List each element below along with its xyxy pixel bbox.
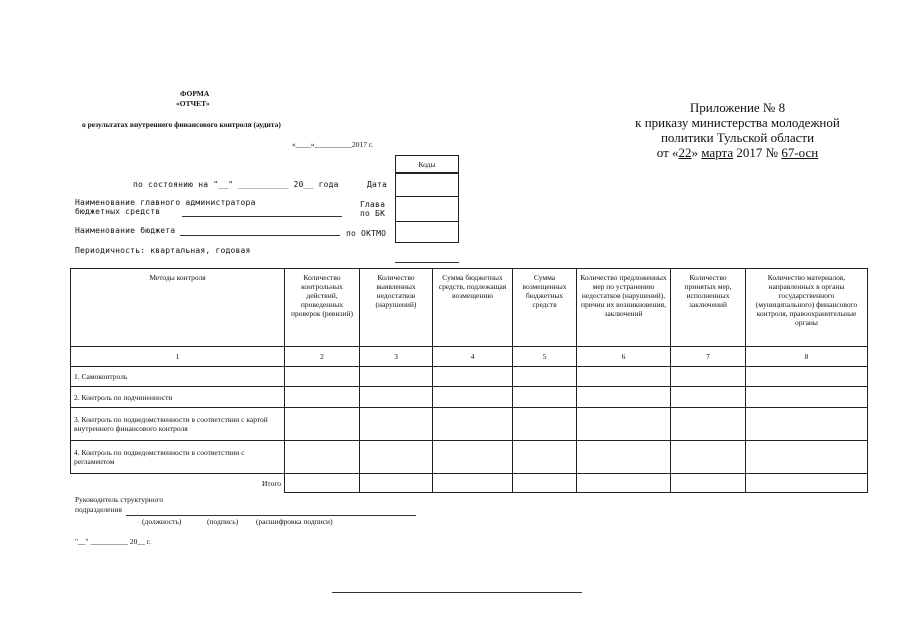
total-label: Итого [71,474,285,493]
code-bottom-line [395,262,459,263]
appendix-block [630,100,845,160]
row-label: 4. Контроль по подведомственности в соответствии с регламентом [71,441,285,474]
row-label: 3. Контроль по подведомственности в соответствии с картой внутреннего финансового контроля [71,408,285,441]
col-number: 3 [360,347,433,367]
appendix-line-3: политики Тульской области [660,130,815,145]
codes-header: Коды [395,155,459,173]
col-header-materials: Количество материалов, направленных в органы государственного (муниципального) финансового контроля, правоохранительные органы [746,269,868,347]
total-row [71,474,868,493]
row-label: 1. Самоконтроль [71,367,285,387]
col-number: 5 [513,347,577,367]
col-header-actions: Количество контрольных действий, проведенных проверок (ревизий) [285,269,360,347]
report-subtitle: о результатах внутреннего финансового контроля (аудита) [82,120,281,129]
table-row [71,408,868,441]
admin-label-1: Наименование главного администратора [75,198,256,207]
signature-title-1: Руководитель структурного [75,495,164,504]
col-header-methods: Методы контроля [71,269,285,347]
form-label: ФОРМА [180,89,210,98]
control-methods-table [70,268,868,493]
footer-line [332,592,582,593]
col-header-proposed: Количество предложенных мер по устранению недостатков (нарушений), причин их возникновения, заключений [577,269,671,347]
oktmo-label: по ОКТМО [346,229,387,238]
header-row [71,269,868,347]
budget-field-line [180,235,340,236]
periodicity: Периодичность: квартальная, годовая [75,246,251,255]
col-number: 8 [746,347,868,367]
col-header-sum-due: Сумма бюджетных средств, подлежащая возмещению [433,269,513,347]
code-oktmo-cell [395,221,459,243]
table-row [71,441,868,474]
col-number: 4 [433,347,513,367]
admin-label-2: бюджетных средств [75,207,161,216]
col-header-sum-returned: Сумма возмещенных бюджетных средств [513,269,577,347]
col-number: 1 [71,347,285,367]
signature-title-2: подразделения [75,505,122,514]
caption-position: (должность) [142,517,182,526]
caption-signature: (подпись) [207,517,239,526]
appendix-line-2: к приказу министерства молодежной [635,115,840,130]
col-number: 7 [671,347,746,367]
col-header-violations: Количество выявленных недостатков (нарушений) [360,269,433,347]
report-label: «ОТЧЕТ» [176,99,210,108]
budget-label: Наименование бюджета [75,226,176,235]
col-header-accepted: Количество принятых мер, исполненных заключений [671,269,746,347]
report-date: «____»__________2017 г. [292,140,373,149]
code-date-cell [395,173,459,197]
table-row [71,387,868,408]
signature-date: "__" __________ 20__ г. [75,537,151,546]
date-label: Дата [367,180,388,189]
admin-field-line [182,216,342,217]
as-of-date: по состоянию на "__" __________ 20__ года [133,180,339,189]
appendix-line-4: от «22» марта 2017 № 67-осн [656,145,819,160]
caption-decode: (расшифровка подписи) [256,517,333,526]
appendix-line-1: Приложение № 8 [689,100,786,115]
table-row [71,367,868,387]
code-glava-cell [395,196,459,222]
col-number: 2 [285,347,360,367]
row-label: 2. Контроль по подчиненности [71,387,285,408]
glava-label-2: по БК [360,209,386,218]
glava-label-1: Глава [360,200,386,209]
number-row [71,347,868,367]
col-number: 6 [577,347,671,367]
signature-line [126,515,416,516]
